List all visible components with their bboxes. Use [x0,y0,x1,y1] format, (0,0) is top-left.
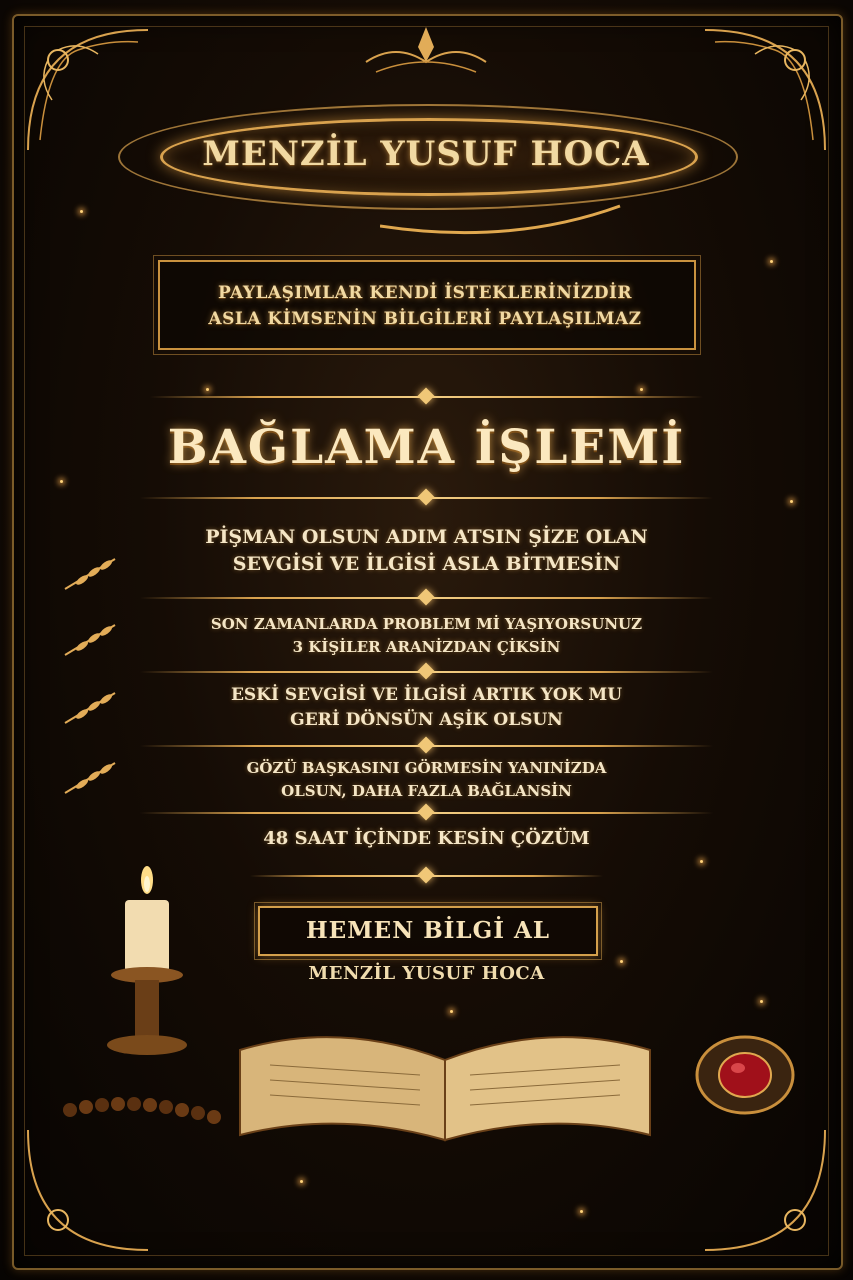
open-book-icon [230,1020,660,1150]
prayer-beads-icon [60,1085,230,1135]
item-1-line-2: SEVGİSİ VE İLGİSİ ASLA BİTMESİN [232,553,621,575]
corner-ornament-bottom-right [695,1120,835,1260]
guarantee-text: 48 SAAT İÇİNDE KESİN ÇÖZÜM [263,828,590,849]
candle-icon [100,860,210,1090]
candle-sparkle-left [206,388,209,391]
sparkle [620,960,623,963]
title-swirl-ornament [380,196,640,244]
laurel-leaf-icon [60,554,120,594]
laurel-leaf-icon [60,620,120,660]
item-4-line-1: GÖZÜ BAŞKASINI GÖRMESİN YANINİZDA [246,759,607,777]
item-3-line-2: GERİ DÖNSÜN AŞİK OLSUN [290,710,563,730]
item-4-line-2: OLSUN, DAHA FAZLA BAĞLANSİN [281,782,572,800]
corner-ornament-bottom-left [18,1120,158,1260]
notice-line-2: ASLA KİMSENİN BİLGİLERİ PAYLAŞILMAZ [208,309,642,329]
sparkle [80,210,83,213]
sparkle [770,260,773,263]
sparkle [790,500,793,503]
sparkle [760,1000,763,1003]
sparkle [700,860,703,863]
main-heading: BAĞLAMA İŞLEMİ [167,420,686,475]
page-title: MENZİL YUSUF HOCA [202,134,650,174]
red-gem-icon [690,1030,800,1120]
footer-name: MENZİL YUSUF HOCA [308,963,545,984]
sparkle [300,1180,303,1183]
sparkle [60,480,63,483]
sparkle [450,1010,453,1013]
candle-sparkle-right [640,388,643,391]
item-1-line-1: PİŞMAN OLSUN ADIM ATSIN ŞİZE OLAN [205,526,648,548]
top-fleur-ornament [356,22,496,82]
get-info-button[interactable]: HEMEN BİLGİ AL [258,906,598,956]
item-2-line-1: SON ZAMANLARDA PROBLEM Mİ YAŞIYORSUNUZ [210,615,643,633]
item-3-line-1: ESKİ SEVGİSİ VE İLGİSİ ARTIK YOK MU [230,685,623,705]
laurel-leaf-icon [60,688,120,728]
notice-line-1: PAYLAŞIMLAR KENDİ İSTEKLERİNİZDİR [217,283,633,303]
sparkle [580,1210,583,1213]
notice-box [158,260,696,350]
laurel-leaf-icon [60,758,120,798]
item-2-line-2: 3 KİŞİLER ARANİZDAN ÇİKSİN [292,638,561,656]
